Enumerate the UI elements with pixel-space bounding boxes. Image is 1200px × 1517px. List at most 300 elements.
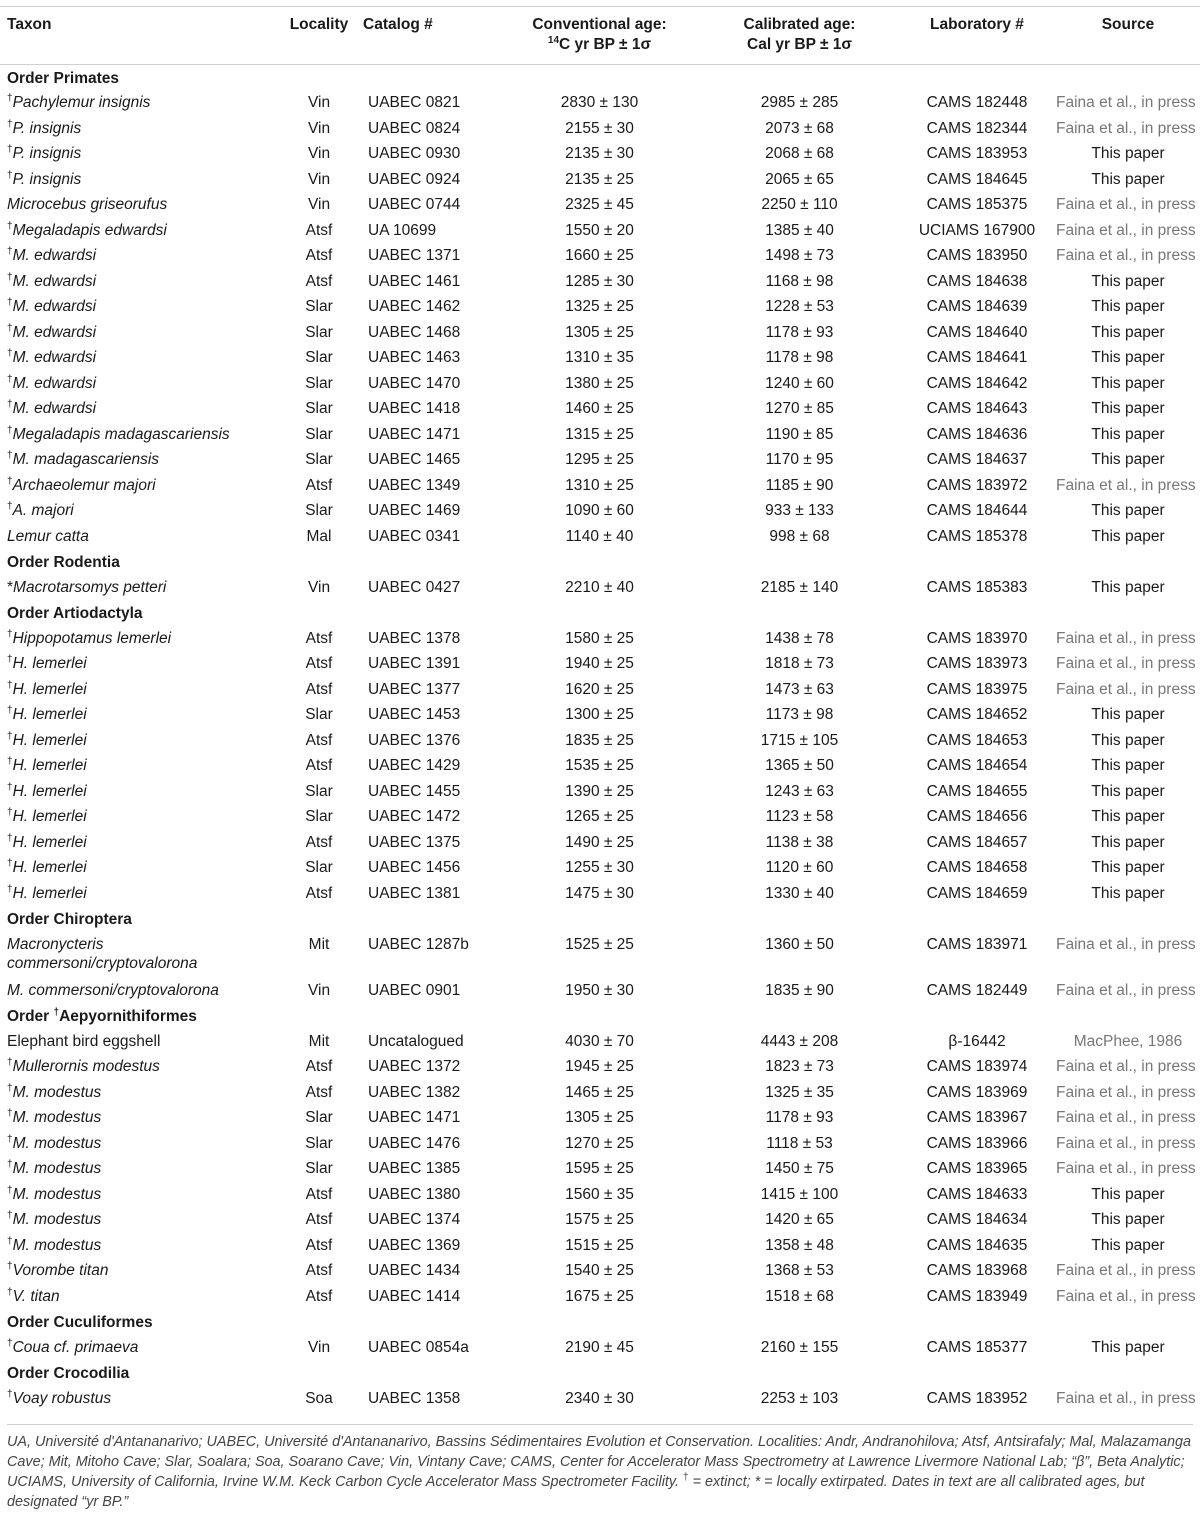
calibrated-age-cell: 1123 ± 58 — [765, 808, 834, 825]
extinct-mark: † — [7, 1184, 13, 1196]
header-calibrated-age — [701, 7, 898, 65]
laboratory-cell: CAMS 183950 — [926, 247, 1028, 264]
calibrated-age-cell: 2985 ± 285 — [760, 94, 839, 111]
catalog-cell: UABEC 1380 — [368, 1185, 461, 1203]
taxon-name: M. edwardsi — [12, 298, 97, 315]
calibrated-age-cell: 1138 ± 38 — [765, 833, 834, 851]
laboratory-cell: CAMS 184655 — [926, 782, 1028, 800]
taxon-name: P. insignis — [12, 119, 82, 137]
taxon-cell — [0, 447, 282, 473]
laboratory-cell: β-16442 — [948, 1032, 1006, 1050]
taxon-cell — [0, 978, 282, 1004]
taxon-name: M. edwardsi — [12, 400, 97, 417]
laboratory-cell: CAMS 183973 — [926, 655, 1028, 672]
catalog-cell: UABEC 0744 — [368, 196, 461, 213]
calibrated-age-cell: 1498 ± 73 — [765, 247, 834, 264]
taxon-name: Pachylemur insignis — [12, 94, 151, 111]
calibrated-age-cell: 2065 ± 65 — [765, 170, 834, 188]
conventional-age-cell: 1835 ± 25 — [565, 731, 634, 749]
taxon-cell — [0, 243, 282, 269]
laboratory-cell: CAMS 184652 — [926, 706, 1028, 723]
locality-cell: Slar — [305, 502, 333, 519]
locality-cell: Vin — [307, 1338, 331, 1356]
calibrated-age-cell: 2073 ± 68 — [765, 119, 834, 137]
table-row — [0, 932, 1200, 978]
source-cell: This paper — [1091, 349, 1165, 366]
taxon-cell — [0, 167, 282, 193]
extinct-mark: † — [7, 1286, 13, 1298]
header-row — [0, 7, 1200, 65]
calibrated-age-cell: 1450 ± 75 — [765, 1160, 834, 1177]
extinct-mark: † — [7, 1082, 13, 1094]
catalog-cell: UABEC 1418 — [368, 400, 461, 417]
taxon-name: V. titan — [12, 1287, 60, 1305]
calibrated-age-cell: 2185 ± 140 — [760, 578, 839, 596]
laboratory-cell: CAMS 183968 — [926, 1262, 1028, 1279]
source-cell: Faina et al., in press — [1056, 1134, 1196, 1152]
calibrated-age-cell: 2160 ± 155 — [760, 1338, 839, 1356]
conventional-age-cell: 1295 ± 25 — [565, 451, 634, 468]
table-row — [0, 978, 1200, 1004]
order-heading-row — [0, 600, 1200, 626]
extinct-mark: † — [7, 92, 13, 104]
taxon-cell — [0, 932, 282, 978]
calibrated-age-cell: 1835 ± 90 — [765, 981, 834, 999]
calibrated-age-cell: 1168 ± 98 — [765, 272, 834, 290]
calibrated-age-cell: 1360 ± 50 — [765, 935, 834, 953]
table-row — [0, 473, 1200, 499]
source-cell: This paper — [1091, 884, 1165, 902]
order-heading — [0, 1360, 1200, 1386]
taxon-cell — [0, 90, 282, 116]
calibrated-age-cell: 1120 ± 60 — [765, 859, 834, 876]
taxon-cell — [0, 1335, 282, 1361]
order-heading-row — [0, 906, 1200, 932]
conventional-age-cell: 1675 ± 25 — [565, 1287, 634, 1305]
laboratory-cell: CAMS 183952 — [926, 1389, 1028, 1407]
order-label: Order — [7, 1008, 54, 1025]
taxon-name: Macrotarsomys petteri — [13, 578, 167, 596]
laboratory-cell: CAMS 185383 — [926, 578, 1028, 596]
extinct-mark: † — [7, 245, 13, 257]
taxon-name: M. modestus — [12, 1109, 102, 1126]
taxon-cell — [0, 269, 282, 295]
extinct-mark: † — [7, 1337, 13, 1349]
taxon-cell — [0, 728, 282, 754]
table-row — [0, 243, 1200, 269]
conventional-age-cell: 1305 ± 25 — [565, 1109, 634, 1126]
table-row — [0, 651, 1200, 677]
calibrated-age-cell: 1243 ± 63 — [765, 782, 834, 800]
table-row — [0, 804, 1200, 830]
source-cell: Faina et al., in press — [1056, 221, 1196, 239]
laboratory-cell: CAMS 184656 — [926, 808, 1028, 825]
catalog-cell: UABEC 1471 — [368, 425, 461, 443]
catalog-cell: UABEC 1382 — [368, 1083, 461, 1101]
order-heading — [0, 549, 1200, 575]
taxon-name: Lemur catta — [7, 527, 89, 545]
taxon-name: M. modestus — [12, 1083, 102, 1101]
taxon-name: H. lemerlei — [12, 808, 87, 825]
conventional-age-cell: 1380 ± 25 — [565, 374, 634, 392]
extinct-mark: † — [7, 1235, 13, 1247]
table-row — [0, 1156, 1200, 1182]
taxon-cell — [0, 218, 282, 244]
calibrated-age-cell: 2250 ± 110 — [761, 196, 838, 213]
calibrated-age-cell: 1365 ± 50 — [765, 757, 834, 774]
table-row — [0, 779, 1200, 805]
conventional-age-cell: 1390 ± 25 — [565, 782, 634, 800]
extinct-mark: † — [7, 1133, 13, 1145]
conventional-age-cell: 1460 ± 25 — [565, 400, 634, 417]
conventional-age-cell: 1255 ± 30 — [565, 859, 634, 876]
extinct-mark: † — [7, 806, 13, 818]
extinct-mark: † — [7, 373, 13, 385]
conventional-age-cell: 1620 ± 25 — [565, 680, 634, 698]
calibrated-age-cell: 1358 ± 48 — [765, 1236, 834, 1254]
conventional-age-cell: 1090 ± 60 — [565, 502, 634, 519]
taxon-cell — [0, 1080, 282, 1106]
locality-cell: Atsf — [305, 1262, 333, 1279]
laboratory-cell: CAMS 183974 — [926, 1058, 1028, 1075]
taxon-name: Megaladapis edwardsi — [12, 221, 167, 239]
taxon-name: M. modestus — [12, 1134, 102, 1152]
extinct-mark: † — [7, 1260, 13, 1272]
source-cell: This paper — [1091, 757, 1165, 774]
calibrated-age-cell: 2068 ± 68 — [765, 145, 834, 162]
laboratory-cell: CAMS 183970 — [926, 629, 1028, 647]
taxon-cell — [0, 855, 282, 881]
source-cell: This paper — [1091, 323, 1165, 341]
table-row — [0, 1182, 1200, 1208]
catalog-cell: UABEC 1456 — [368, 859, 461, 876]
table-row — [0, 345, 1200, 371]
conventional-age-cell: 1305 ± 25 — [565, 323, 634, 341]
laboratory-cell: CAMS 184659 — [926, 884, 1028, 902]
calibrated-age-cell: 1228 ± 53 — [765, 298, 834, 315]
table-row — [0, 1335, 1200, 1361]
laboratory-cell: CAMS 184639 — [926, 298, 1028, 315]
locality-cell: Atsf — [305, 655, 333, 672]
source-cell: Faina et al., in press — [1056, 655, 1196, 672]
calibrated-age-cell: 1178 ± 98 — [765, 349, 834, 366]
header-conventional-superscript: 14 — [547, 34, 560, 46]
locality-cell: Slar — [305, 706, 333, 723]
header-laboratory: Laboratory # — [898, 7, 1056, 65]
locality-cell: Slar — [305, 298, 333, 315]
taxon-cell — [0, 575, 282, 601]
source-cell: Faina et al., in press — [1056, 1083, 1196, 1101]
catalog-cell: UA 10699 — [368, 221, 437, 239]
table-header — [0, 7, 1200, 65]
conventional-age-cell: 1310 ± 25 — [565, 476, 634, 494]
taxon-cell — [0, 651, 282, 677]
table-row — [0, 728, 1200, 754]
source-cell: This paper — [1091, 170, 1165, 188]
header-locality: Locality — [282, 7, 356, 65]
extinct-mark: † — [7, 679, 13, 691]
catalog-cell: UABEC 1472 — [368, 808, 461, 825]
conventional-age-cell: 4030 ± 70 — [565, 1032, 634, 1050]
laboratory-cell: CAMS 183975 — [926, 680, 1028, 698]
locality-cell: Slar — [305, 859, 333, 876]
order-heading-row — [0, 1360, 1200, 1386]
conventional-age-cell: 1550 ± 20 — [565, 221, 634, 239]
locality-cell: Slar — [305, 374, 333, 392]
locality-cell: Mit — [308, 935, 330, 953]
locality-cell: Slar — [305, 425, 333, 443]
catalog-cell: UABEC 1374 — [368, 1211, 461, 1228]
table-footnote — [7, 1424, 1193, 1512]
calibrated-age-cell: 1438 ± 78 — [765, 629, 834, 647]
catalog-cell: UABEC 1465 — [368, 451, 461, 468]
catalog-cell: UABEC 1453 — [368, 706, 461, 723]
conventional-age-cell: 1945 ± 25 — [565, 1058, 634, 1075]
conventional-age-cell: 1140 ± 40 — [565, 527, 634, 545]
catalog-cell: UABEC 1471 — [368, 1109, 461, 1126]
conventional-age-cell: 1270 ± 25 — [565, 1134, 634, 1152]
footnote-part1: UA, Université d'Antananarivo; UABEC, Université d'Antananarivo, Bassins Sédimentaires Evolution et Conservation. Localities: Andr, Andranohilova; Atsf, Antsirafaly; Mal, Malazamanga Cave; Mit, Mitoho Cave; Slar, Soalara; Soa, Soarano Cave; Vin, Vintany Cave; CAMS, Center for Accelerator Mass Spectrometry at Lawrence Livermore National Lab; “β”, Beta Analytic; UCIAMS, University of California, Irvine W.M. Keck Carbon Cycle Accelerator Mass Spectrometer Facility. — [7, 1434, 1191, 1490]
table-row — [0, 753, 1200, 779]
extinct-mark: † — [7, 781, 13, 793]
laboratory-cell: CAMS 184637 — [926, 451, 1028, 468]
locality-cell: Mal — [306, 527, 332, 545]
extinct-mark: † — [7, 143, 13, 155]
taxon-cell — [0, 779, 282, 805]
taxon-cell — [0, 702, 282, 728]
laboratory-cell: CAMS 183969 — [926, 1083, 1028, 1101]
table-row — [0, 1054, 1200, 1080]
taxon-cell — [0, 1054, 282, 1080]
taxon-name: H. lemerlei — [12, 680, 87, 698]
source-cell: This paper — [1091, 400, 1165, 417]
locality-cell: Atsf — [305, 272, 333, 290]
catalog-cell: UABEC 1455 — [368, 782, 461, 800]
extinct-mark: † — [7, 449, 13, 461]
laboratory-cell: CAMS 182448 — [926, 94, 1028, 111]
order-heading-row — [0, 65, 1200, 91]
extinct-mark: † — [7, 730, 13, 742]
catalog-cell: UABEC 1349 — [368, 476, 461, 494]
conventional-age-cell: 2135 ± 25 — [565, 170, 634, 188]
footnote-dagger: † — [683, 1472, 689, 1484]
locality-cell: Atsf — [305, 680, 333, 698]
taxon-name: Macronycteris commersoni/cryptovalorona — [7, 935, 198, 972]
header-calibrated-line2: Cal yr BP ± 1σ — [747, 36, 852, 53]
taxon-name: H. lemerlei — [12, 757, 87, 774]
taxon-cell — [0, 1105, 282, 1131]
extinct-mark: † — [7, 832, 13, 844]
source-cell: This paper — [1091, 706, 1165, 723]
taxon-name: H. lemerlei — [12, 731, 87, 749]
taxon-name: M. commersoni/cryptovalorona — [7, 981, 219, 999]
table-row — [0, 447, 1200, 473]
source-cell: Faina et al., in press — [1056, 1389, 1196, 1407]
catalog-cell: UABEC 1461 — [368, 272, 461, 290]
taxon-cell — [0, 116, 282, 142]
catalog-cell: UABEC 0821 — [368, 94, 461, 111]
conventional-age-cell: 2340 ± 30 — [565, 1389, 634, 1407]
taxon-cell — [0, 1182, 282, 1208]
calibrated-age-cell: 1420 ± 65 — [765, 1211, 834, 1228]
source-cell: This paper — [1091, 1185, 1165, 1203]
conventional-age-cell: 1515 ± 25 — [565, 1236, 634, 1254]
locality-cell: Atsf — [305, 1083, 333, 1101]
table-row — [0, 1131, 1200, 1157]
source-cell: Faina et al., in press — [1056, 935, 1196, 953]
laboratory-cell: CAMS 183965 — [926, 1160, 1028, 1177]
calibrated-age-cell: 1240 ± 60 — [765, 374, 834, 392]
calibrated-age-cell: 1368 ± 53 — [765, 1262, 834, 1279]
extinct-mark: † — [7, 1209, 13, 1221]
conventional-age-cell: 2210 ± 40 — [565, 578, 634, 596]
taxon-cell — [0, 192, 282, 218]
catalog-cell: UABEC 0854a — [368, 1338, 469, 1356]
source-cell: This paper — [1091, 1236, 1165, 1254]
locality-cell: Atsf — [305, 476, 333, 494]
table-row — [0, 1258, 1200, 1284]
extinct-mark: † — [7, 347, 13, 359]
taxon-name: M. edwardsi — [12, 272, 97, 290]
locality-cell: Atsf — [305, 1185, 333, 1203]
conventional-age-cell: 2135 ± 30 — [565, 145, 634, 162]
source-cell: This paper — [1091, 451, 1165, 468]
conventional-age-cell: 1265 ± 25 — [565, 808, 634, 825]
source-cell: Faina et al., in press — [1056, 981, 1196, 999]
extinct-mark: † — [7, 857, 13, 869]
taxon-cell — [0, 626, 282, 652]
calibrated-age-cell: 1385 ± 40 — [765, 221, 834, 239]
table-row — [0, 116, 1200, 142]
order-heading-row — [0, 1309, 1200, 1335]
calibrated-age-cell: 1178 ± 93 — [765, 1109, 834, 1126]
locality-cell: Atsf — [305, 884, 333, 902]
source-cell: This paper — [1091, 782, 1165, 800]
extinct-mark: † — [7, 398, 13, 410]
locality-cell: Atsf — [305, 629, 333, 647]
source-cell: This paper — [1091, 527, 1165, 545]
catalog-cell: UABEC 1372 — [368, 1058, 461, 1075]
order-label: Order Cuculiformes — [7, 1314, 153, 1331]
laboratory-cell: CAMS 183972 — [926, 476, 1028, 494]
taxon-cell — [0, 1156, 282, 1182]
taxon-name: M. modestus — [12, 1185, 102, 1203]
conventional-age-cell: 1950 ± 30 — [565, 981, 634, 999]
taxon-name: M. edwardsi — [12, 247, 97, 264]
laboratory-cell: UCIAMS 167900 — [918, 221, 1036, 239]
source-cell: Faina et al., in press — [1056, 476, 1196, 494]
source-cell: Faina et al., in press — [1056, 119, 1196, 137]
locality-cell: Atsf — [305, 247, 333, 264]
locality-cell: Soa — [305, 1389, 333, 1407]
taxon-cell — [0, 1386, 282, 1412]
calibrated-age-cell: 1415 ± 100 — [760, 1185, 839, 1203]
source-cell: Faina et al., in press — [1056, 1058, 1196, 1075]
locality-cell: Vin — [307, 170, 331, 188]
table-row — [0, 141, 1200, 167]
catalog-cell: UABEC 1381 — [368, 884, 461, 902]
laboratory-cell: CAMS 182344 — [926, 119, 1028, 137]
taxon-name: H. lemerlei — [12, 655, 87, 672]
locality-cell: Slar — [305, 1160, 333, 1177]
taxon-name: Coua cf. primaeva — [12, 1338, 139, 1356]
source-cell: This paper — [1091, 578, 1165, 596]
taxon-cell — [0, 1029, 282, 1055]
order-heading-row — [0, 1003, 1200, 1029]
table-row — [0, 677, 1200, 703]
extinct-mark: † — [7, 704, 13, 716]
laboratory-cell: CAMS 184657 — [926, 833, 1028, 851]
extinct-mark: † — [7, 169, 13, 181]
taxon-cell — [0, 473, 282, 499]
catalog-cell: UABEC 1469 — [368, 502, 461, 519]
table-row — [0, 575, 1200, 601]
laboratory-cell: CAMS 185377 — [926, 1338, 1028, 1356]
catalog-cell: UABEC 1476 — [368, 1134, 461, 1152]
taxon-name: H. lemerlei — [12, 706, 87, 723]
order-label: Order Artiodactyla — [7, 605, 143, 622]
order-heading — [0, 1003, 1200, 1029]
taxon-cell — [0, 881, 282, 907]
extinct-mark: † — [7, 1158, 13, 1170]
source-cell: This paper — [1091, 1338, 1165, 1356]
calibrated-age-cell: 1170 ± 95 — [765, 451, 834, 468]
header-calibrated-line1: Calibrated age: — [743, 16, 856, 33]
conventional-age-cell: 1595 ± 25 — [565, 1160, 634, 1177]
locality-cell: Atsf — [305, 833, 333, 851]
source-cell: This paper — [1091, 374, 1165, 392]
taxon-name: A. majori — [12, 502, 74, 519]
extinct-mark: † — [7, 883, 13, 895]
catalog-cell: UABEC 0924 — [368, 170, 461, 188]
taxon-name: Elephant bird eggshell — [7, 1032, 161, 1050]
laboratory-cell: CAMS 184643 — [926, 400, 1028, 417]
laboratory-cell: CAMS 184633 — [926, 1185, 1028, 1203]
catalog-cell: UABEC 1369 — [368, 1236, 461, 1254]
taxon-name: M. edwardsi — [12, 323, 97, 341]
calibrated-age-cell: 2253 ± 103 — [760, 1389, 839, 1407]
source-cell: This paper — [1091, 833, 1165, 851]
taxon-name: P. insignis — [12, 170, 82, 188]
conventional-age-cell: 1580 ± 25 — [565, 629, 634, 647]
locality-cell: Slar — [305, 451, 333, 468]
laboratory-cell: CAMS 183971 — [926, 935, 1028, 953]
taxon-name: M. modestus — [12, 1211, 102, 1228]
locality-cell: Vin — [307, 145, 331, 162]
taxon-cell — [0, 1233, 282, 1259]
taxon-name: M. madagascariensis — [12, 451, 160, 468]
conventional-age-cell: 1535 ± 25 — [565, 757, 634, 774]
extirpated-mark: * — [7, 578, 14, 596]
table-row — [0, 498, 1200, 524]
table-row — [0, 1386, 1200, 1412]
locality-cell: Mit — [308, 1032, 330, 1050]
conventional-age-cell: 1315 ± 25 — [565, 425, 634, 443]
taxon-cell — [0, 830, 282, 856]
laboratory-cell: CAMS 185375 — [926, 196, 1028, 213]
taxon-cell — [0, 1284, 282, 1310]
source-cell: This paper — [1091, 145, 1165, 162]
extinct-mark: † — [7, 271, 13, 283]
locality-cell: Vin — [307, 578, 331, 596]
extinct-mark: † — [7, 296, 13, 308]
source-cell: Faina et al., in press — [1056, 196, 1196, 213]
table-row — [0, 192, 1200, 218]
calibrated-age-cell: 1818 ± 73 — [765, 655, 834, 672]
taxon-name: Mullerornis modestus — [12, 1058, 160, 1075]
source-cell: This paper — [1091, 731, 1165, 749]
taxon-name: H. lemerlei — [12, 859, 87, 876]
